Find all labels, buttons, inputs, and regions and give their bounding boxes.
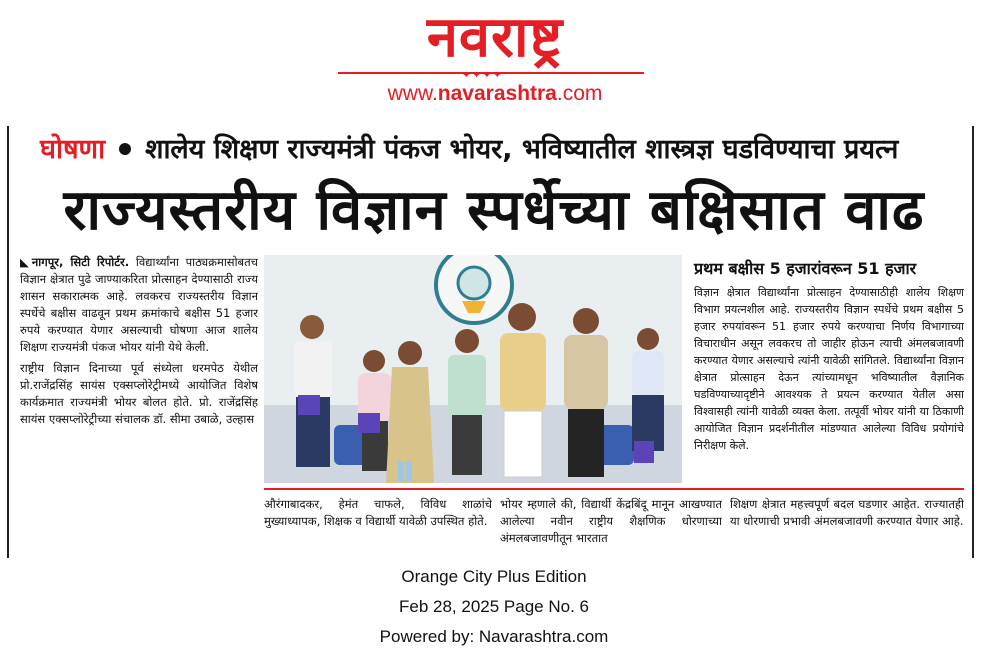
- url-prefix: www.: [387, 82, 438, 105]
- kicker-text: शालेय शिक्षण राज्यमंत्री पंकज भोयर, भविष्यातील शास्त्रज्ञ घडविण्याचा प्रयत्न: [145, 134, 899, 165]
- dateline: नागपूर, सिटी रिपोर्टर.: [31, 255, 130, 269]
- edition-label: Orange City Plus Edition: [401, 567, 587, 586]
- kicker-line: [40, 130, 898, 170]
- science-logo-icon: [436, 255, 512, 323]
- dateline-marker-icon: ◣: [20, 255, 32, 269]
- clipping-border-left: [7, 126, 9, 558]
- section-divider: [264, 488, 964, 490]
- clipping-border-right: [972, 126, 974, 558]
- article-photo: [264, 255, 682, 483]
- article-column-bottom-3: [730, 496, 964, 558]
- paragraph: शिक्षण क्षेत्रात महत्त्वपूर्ण बदल घडणार आहेत. राज्यातही या धोरणाची प्रभावी अंमलबजावणी करण्यात येणार आहे.: [730, 497, 964, 528]
- bullet-icon: [119, 143, 131, 155]
- article-column-bottom-2: [500, 496, 722, 558]
- powered-by-link[interactable]: Powered by: Navarashtra.com: [379, 627, 609, 646]
- url-domain: navarashtra: [437, 82, 557, 105]
- article-column-left: [20, 254, 258, 554]
- headline: राज्यस्तरीय विज्ञान स्पर्धेच्या बक्षिसात वाढ: [63, 178, 925, 243]
- url-suffix: .com: [556, 82, 603, 105]
- paragraph-text: विद्यार्थ्यांना पाठ्यक्रमासोबतच विज्ञान क्षेत्रात पुढे जाण्याकरिता प्रोत्साहन देण्यासाठी राज्य शासन सकारात्मक आहे. लवकरच राज्यस्तरीय विज्ञान स्पर्धेचे बक्षीस वाढवून प्रथम क्रमांकाचे बक्षीस 51 हजार रुपये करण्यात येणार असल्याची घोषणा आज शालेय शिक्षण राज्यमंत्री पंकज भोयर यांनी येथे केली.: [20, 255, 258, 354]
- kicker-tag: घोषणा: [40, 134, 106, 165]
- article-column-bottom-1: [264, 496, 492, 558]
- masthead-logo: नवराष्ट्र: [426, 5, 564, 70]
- paragraph: विज्ञान क्षेत्रात विद्यार्थ्यांना प्रोत्साहन देण्यासाठीही शालेय शिक्षण विभाग प्रयत्नशील आहे. राज्यस्तरीय विज्ञान स्पर्धेचे प्रथम बक्षीस 5 हजार रुपयांवरून 51 हजार रुपये करण्याचा निर्णय विभागाच्या विचाराधीन असून लवकरच तो जाहीर होऊन त्याची अंमलबजावणी करण्यात येणार असल्याचे त्यांनी यावेळी सांगितले. विद्यार्थ्यांना विज्ञान क्षेत्रात प्रोत्साहन देऊन त्यांच्यामधून भविष्यातील वैज्ञानिक घडविण्याच्यादृष्टीने आवश्यक ते प्रयत्न करण्यात येतील असा विश्वासही त्यांनी यावेळी व्यक्त केला. तत्पूर्वी भोयर यांनी या ठिकाणी आयोजित विज्ञान प्रदर्शनीतील मांडण्यात आलेल्या विविध प्रयोगांचे निरीक्षण केले.: [694, 286, 964, 452]
- paragraph: राष्ट्रीय विज्ञान दिनाच्या पूर्व संध्येला धरमपेठ येथील प्रो.राजेंद्रसिंह सायंस एक्सप्लोरेट्रीमध्ये आयोजित विशेष कार्यक्रमात राज्यमंत्री भोयर बोलत होते. प्रो. राजेंद्रसिंह सायंस एक्सप्लोरेट्रीच्या संचालक डॉ. सीमा उबाळे, उल्हास: [20, 361, 258, 426]
- paragraph: [20, 254, 258, 356]
- article-column-right: [694, 284, 964, 484]
- date-page-label: Feb 28, 2025 Page No. 6: [399, 597, 589, 616]
- masthead-url[interactable]: [330, 80, 660, 108]
- paragraph: भोयर म्हणाले की, विद्यार्थी केंद्रबिंदू मानून आखण्यात आलेल्या नवीन राष्ट्रीय शैक्षणिक धोरणाच्या अंमलबजावणीतून भारतात: [500, 497, 722, 545]
- subheading: प्रथम बक्षीस 5 हजारांवरून 51 हजार: [694, 259, 917, 278]
- paragraph: औरंगाबादकर, हेमंत चाफले, विविध शाळांचे मुख्याध्यापक, शिक्षक व विद्यार्थी यावेळी उपस्थित होते.: [264, 497, 492, 528]
- group-photo-illustration: [264, 255, 682, 483]
- masthead-stars: ✦✦✦✦: [462, 70, 504, 81]
